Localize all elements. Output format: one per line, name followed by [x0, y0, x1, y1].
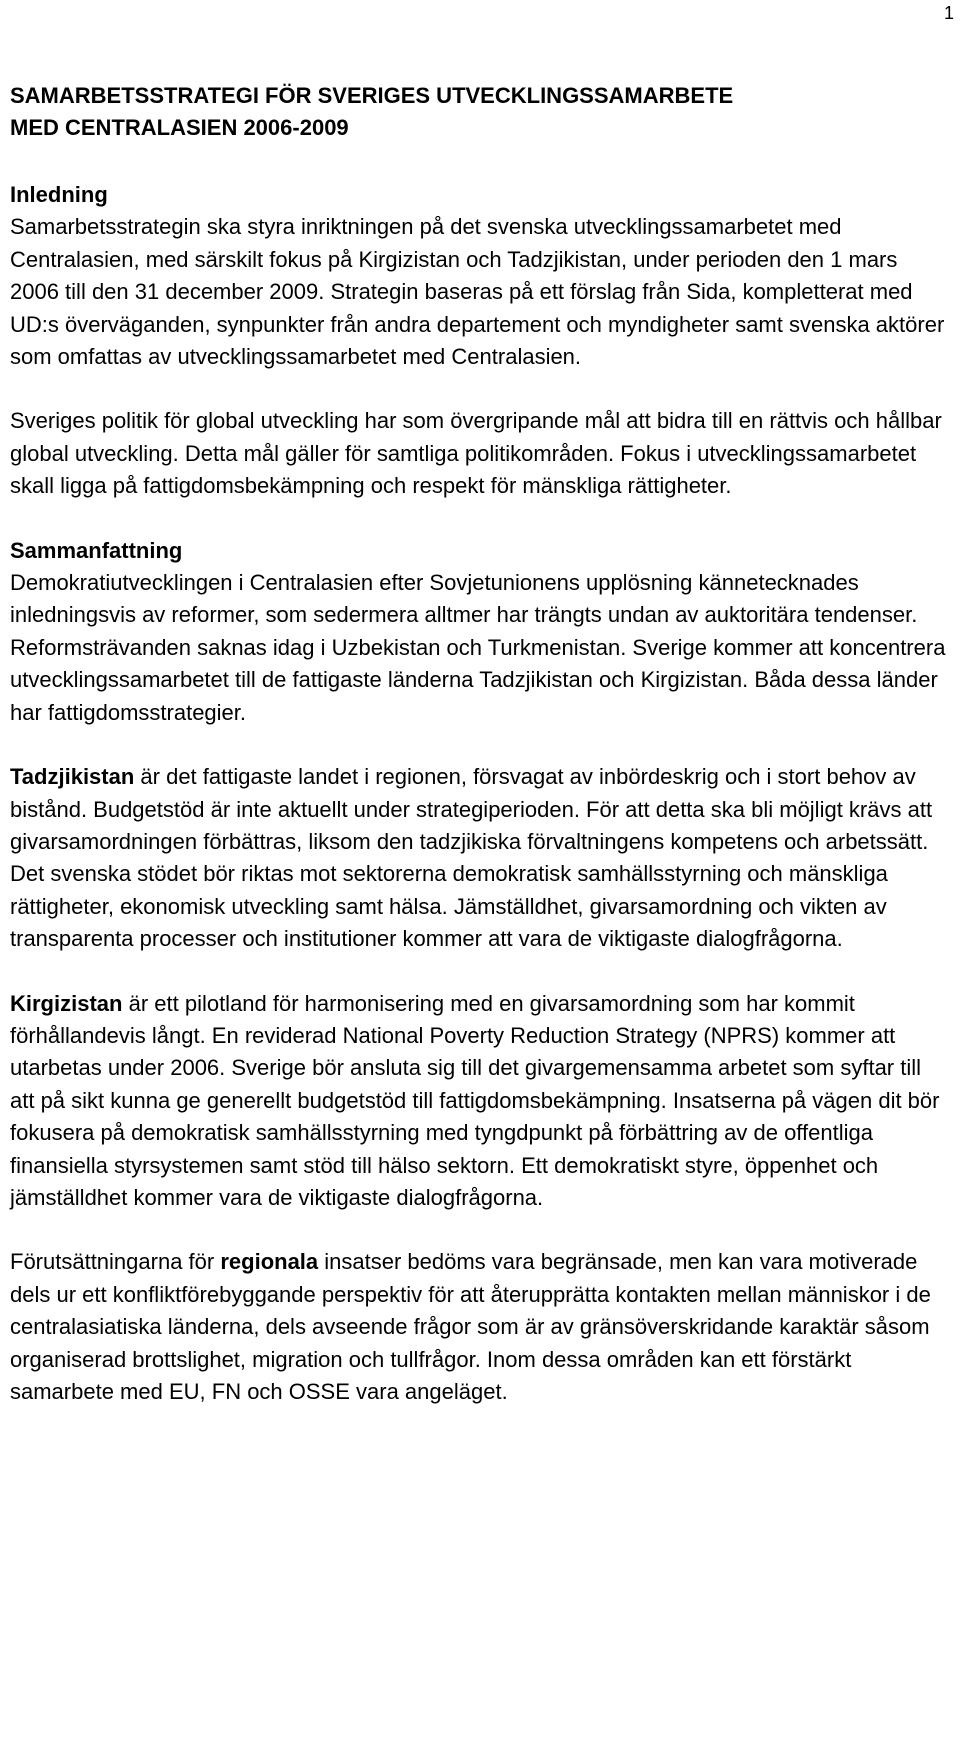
regionala-text-before: Förutsättningarna för [10, 1249, 221, 1275]
document-body [10, 179, 950, 1440]
inledning-paragraph-1: Samarbetsstrategin ska styra inriktningen på det svenska utvecklingssamarbetet med Centralasien, med särskilt fokus på Kirgizistan och Tadzjikistan, under perioden den 1 mars 2006 till den 31 december 2009. Strategin baseras på ett förslag från Sida, kompletterat med UD:s överväganden, synpunkter från andra departement och myndigheter samt svenska aktörer som omfattas av utvecklingssamarbetet med Centralasien. [10, 214, 945, 370]
document-title-line-1: SAMARBETSSTRATEGI FÖR SVERIGES UTVECKLINGSSAMARBETE [10, 83, 734, 108]
inledning-paragraph-2: Sveriges politik för global utveckling har som övergripande mål att bidra till en rättvis och hållbar global utveckling. Detta mål gäller för samtliga politikområden. Fokus i utvecklingssamarbetet skall ligga på fattigdomsbekämpning och respekt för mänskliga rättigheter. [10, 408, 942, 499]
kirgizistan-text: är ett pilotland för harmonisering med en givarsamordning som har kommit förhållandevis långt. En reviderad National Poverty Reduction Strategy (NPRS) kommer att utarbetas under 2006. Sverige bör ansluta sig till det givargemensamma arbetet som syftar till att på sikt kunna ge generellt budgetstöd till fattigdomsbekämpning. Insatserna på vägen dit bör fokusera på demokratisk samhällsstyrning med tyngdpunkt på förbättring av de offentliga finansiella styrsystemen samt stöd till hälso sektorn. Ett demokratiskt styre, öppenhet och jämställdhet kommer vara de viktigaste dialogfrågorna. [10, 990, 940, 1210]
sammanfattning-section [10, 535, 950, 729]
regionala-term: regionala [220, 1249, 319, 1275]
sammanfattning-heading: Sammanfattning [10, 537, 183, 563]
tadzjikistan-term: Tadzjikistan [10, 764, 135, 790]
inledning-heading: Inledning [10, 182, 108, 207]
page-number: 1 [943, 3, 954, 23]
regionala-paragraph [10, 1246, 950, 1408]
sammanfattning-paragraph: Demokratiutvecklingen i Centralasien efter Sovjetunionens upplösning kännetecknades inledningsvis av reformer, som sedermera alltmer har trängts undan av auktoritära tendenser. Reformsträvanden saknas idag i Uzbekistan och Turkmenistan. Sverige kommer att koncentrera utvecklingssamarbetet till de fattigaste länderna Tadzjikistan och Kirgizistan. Båda dessa länder har fattigdomsstrategier. [10, 570, 946, 725]
inledning-section [10, 179, 950, 373]
kirgizistan-term: Kirgizistan [10, 990, 123, 1016]
document-title-line-2: MED CENTRALASIEN 2006-2009 [10, 115, 349, 140]
regionala-text-after: insatser bedöms vara begränsade, men kan vara motiverade dels ur ett konfliktförebyggande perspektiv för att återupprätta kontakten mellan människor i de centralasiatiska länderna, dels avseende frågor som är av gränsöverskridande karaktär såsom organiserad brottslighet, migration och tullfrågor. Inom dessa områden kan ett förstärkt samarbete med EU, FN och OSSE vara angeläget. [10, 1249, 931, 1404]
tadzjikistan-paragraph [10, 761, 950, 955]
tadzjikistan-text: är det fattigaste landet i regionen, försvagat av inbördeskrig och i stort behov av bistånd. Budgetstöd är inte aktuellt under strategiperioden. För att detta ska bli möjligt krävs att givarsamordningen förbättras, liksom den tadzjikiska förvaltningens kompetens och arbetssätt. Det svenska stödet bör riktas mot sektorerna demokratisk samhällsstyrning och mänskliga rättigheter, ekonomisk utveckling samt hälsa. Jämställdhet, givarsamordning och vikten av transparenta processer och institutioner kommer att vara de viktigaste dialogfrågorna. [10, 764, 933, 952]
document-title [10, 80, 950, 144]
kirgizistan-paragraph [10, 988, 950, 1215]
